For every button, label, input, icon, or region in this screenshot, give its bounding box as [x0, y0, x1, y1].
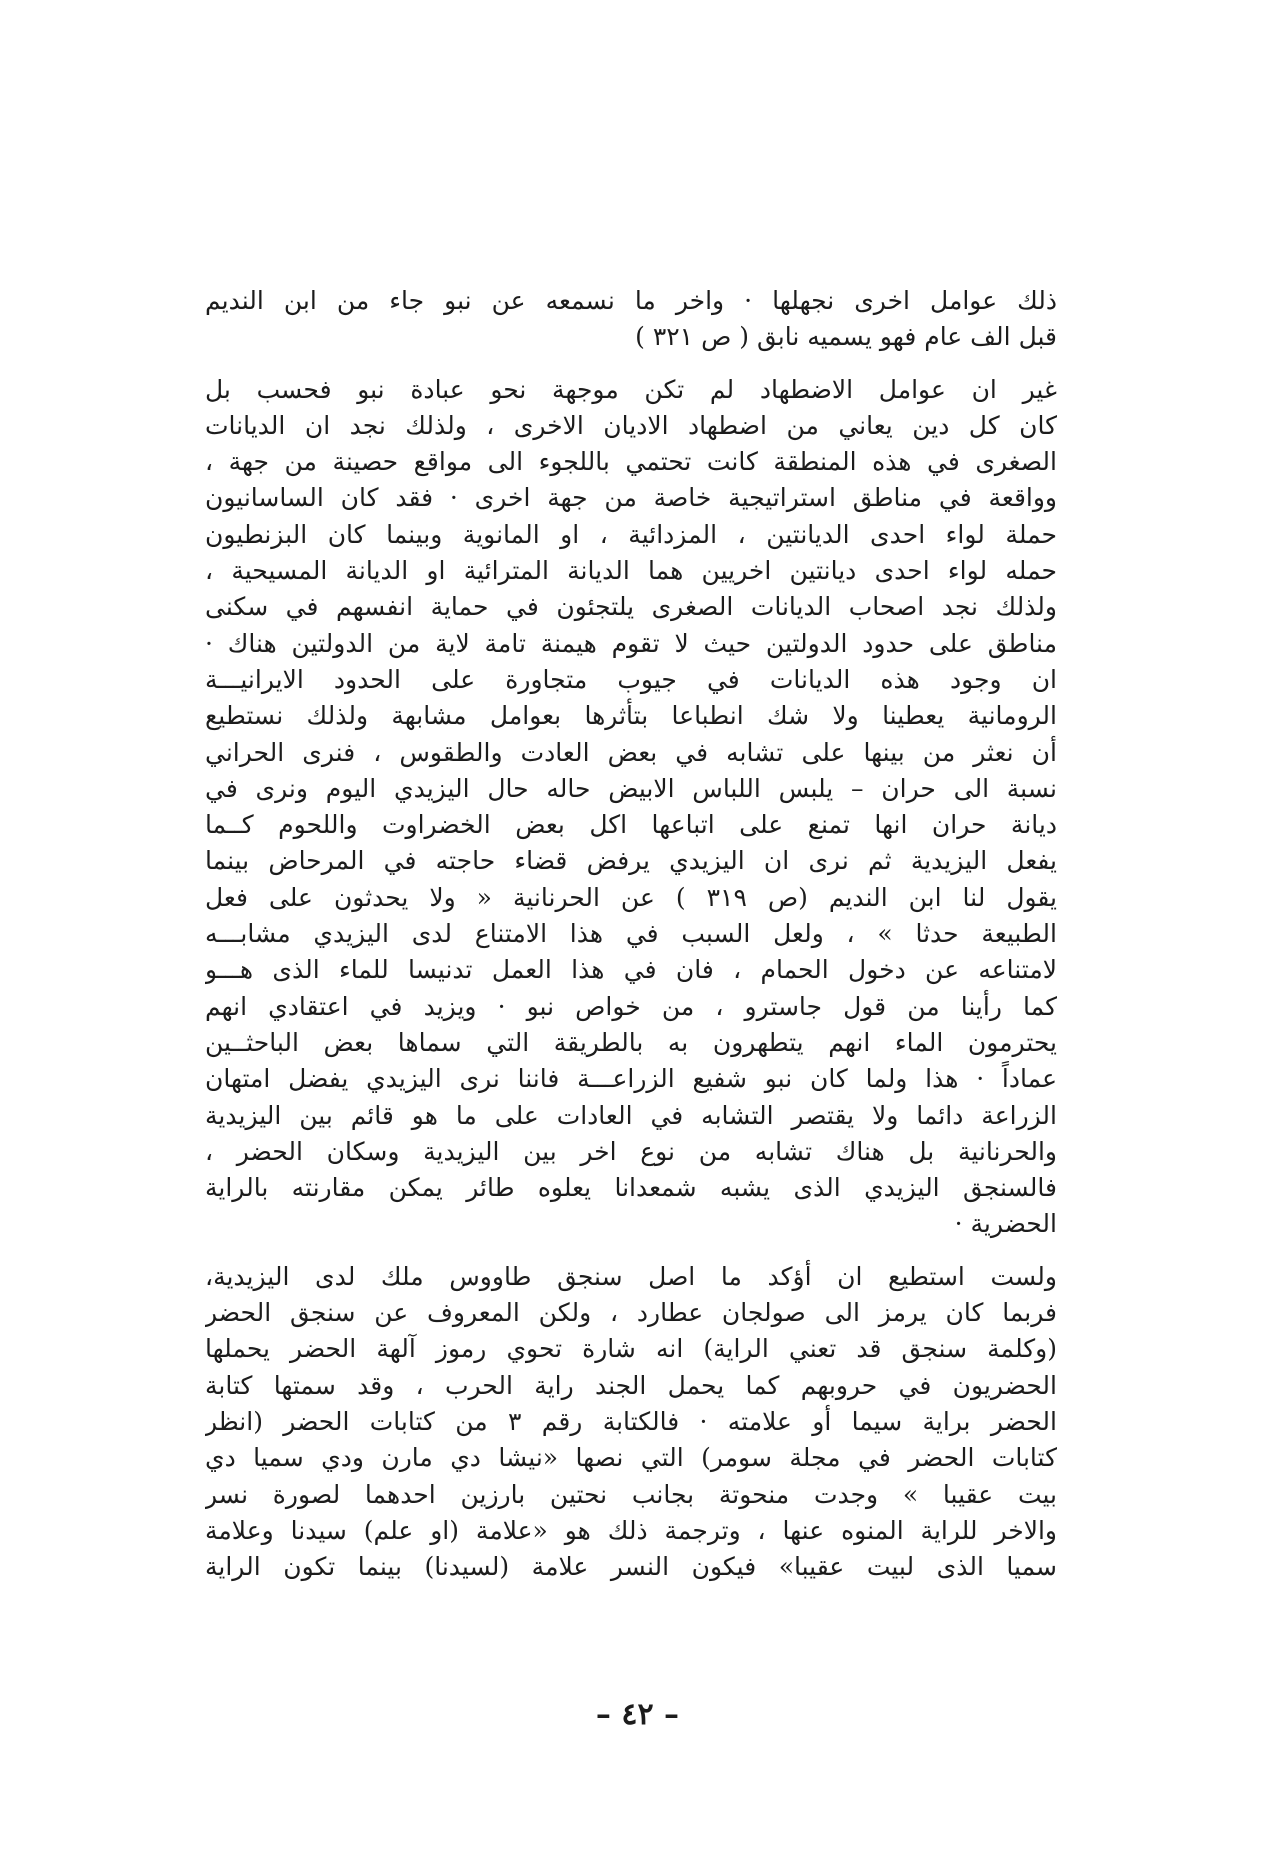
text-line: الزراعة دائما ولا يقتصر التشابه في العادات على ما هو قائم بين اليزيدية: [205, 1100, 1057, 1130]
text-line: الصغرى في هذه المنطقة كانت تحتمي باللجوء الى مواقع حصينة من جهة ،: [205, 447, 1057, 477]
text-line: يحترمون الماء انهم يتطهرون به بالطريقة التي سماها بعض الباحثــين: [205, 1027, 1057, 1057]
paragraph-1: [205, 283, 1057, 356]
text-line: والحرنانية بل هناك تشابه من نوع اخر بين اليزيدية وسكان الحضر ،: [205, 1136, 1057, 1166]
text-line: ولذلك نجد اصحاب الديانات الصغرى يلتجئون في حماية انفسهم في سكنى: [205, 592, 1057, 622]
text-line: (وكلمة سنجق قد تعني الراية) انه شارة تحوي رموز آلهة الحضر يحملها: [205, 1334, 1057, 1364]
text-line: بيت عقيبا » وجدت منحوتة بجانب نحتين بارزين احدهما لصورة نسر: [205, 1479, 1057, 1509]
text-line: الرومانية يعطينا ولا شك انطباعا بتأثرها بعوامل مشابهة ولذلك نستطيع: [205, 701, 1057, 731]
text-line: فالسنجق اليزيدي الذى يشبه شمعدانا يعلوه طائر يمكن مقارنته بالراية: [205, 1173, 1057, 1203]
paragraph-2: [205, 372, 1057, 662]
text-line: ديانة حران انها تمنع على اتباعها اكل بعض الخضراوت واللحوم كــما: [205, 810, 1057, 840]
text-line: نسبة الى حران – يلبس اللباس الابيض حاله حال اليزيدي اليوم ونرى في: [205, 773, 1057, 803]
text-line: كتابات الحضر في مجلة سومر) التي نصها «نيشا دي مارن ودي سميا دي: [205, 1443, 1057, 1473]
text-line: ذلك عوامل اخرى نجهلها · واخر ما نسمعه عن نبو جاء من ابن النديم: [205, 286, 1057, 315]
text-line: الحضر براية سيما أو علامته · فالكتابة رقم ٣ من كتابات الحضر (انظر: [205, 1406, 1057, 1436]
text-line: ان وجود هذه الديانات في جيوب متجاورة على الحدود الايرانيـــة: [205, 664, 1057, 694]
text-line: وواقعة في مناطق استراتيجية خاصة من جهة اخرى · فقد كان الساسانيون: [205, 483, 1057, 513]
paragraph-3: [205, 662, 1057, 1243]
text-line: مناطق على حدود الدولتين حيث لا تقوم هيمنة تامة لاية من الدولتين هناك ·: [205, 628, 1057, 658]
text-line: الطبيعة حدثا » ، ولعل السبب في هذا الامتناع لدى اليزيدي مشابـــه: [205, 919, 1057, 949]
body-text: [205, 283, 1057, 1585]
text-line: حملة لواء احدى الديانتين ، المزدائية ، او المانوية وبينما كان البزنطيون: [205, 519, 1057, 549]
text-line: يقول لنا ابن النديم (ص ٣١٩ ) عن الحرنانية « ولا يحدثون على فعل: [205, 882, 1057, 912]
text-line: والاخر للراية المنوه عنها ، وترجمة ذلك هو «علامة (او علم) سيدنا وعلامة: [205, 1515, 1057, 1545]
text-line: الحضريون في حروبهم كما يحمل الجند راية الحرب ، وقد سمتها كتابة: [205, 1370, 1057, 1400]
text-line: أن نعثر من بينها على تشابه في بعض العادت والطقوس ، فنرى الحراني: [205, 737, 1057, 767]
page-number: – ٤٢ –: [595, 1697, 680, 1732]
text-line: يفعل اليزيدية ثم نرى ان اليزيدي يرفض قضاء حاجته في المرحاض بينما: [205, 846, 1057, 876]
text-line: قبل الف عام فهو يسميه نابق ( ص ٣٢١ ): [635, 322, 1057, 352]
text-line: كما رأينا من قول جاسترو ، من خواص نبو · ويزيد في اعتقادي انهم: [205, 991, 1057, 1021]
text-line: لامتناعه عن دخول الحمام ، فان في هذا العمل تدنيسا للماء الذى هـــو: [205, 955, 1057, 985]
text-line: ولست استطيع ان أؤكد ما اصل سنجق طاووس ملك لدى اليزيدية،: [205, 1261, 1057, 1291]
text-line: كان كل دين يعاني من اضطهاد الاديان الاخرى ، ولذلك نجد ان الديانات: [205, 410, 1057, 440]
text-line: الحضرية ·: [954, 1209, 1057, 1239]
text-line: غير ان عوامل الاضطهاد لم تكن موجهة نحو عبادة نبو فحسب بل: [205, 374, 1057, 404]
text-line: حمله لواء احدى ديانتين اخريين هما الديانة المترائية او الديانة المسيحية ،: [205, 556, 1057, 586]
text-line: سميا الذى لبيت عقيبا» فيكون النسر علامة (لسيدنا) بينما تكون الراية: [205, 1552, 1057, 1582]
text-line: فربما كان يرمز الى صولجان عطارد ، ولكن المعروف عن سنجق الحضر: [205, 1298, 1057, 1328]
paragraph-4: [205, 1259, 1057, 1586]
text-line: عماداً · هذا ولما كان نبو شفيع الزراعـــة فاننا نرى اليزيدي يفضل امتهان: [205, 1064, 1057, 1094]
